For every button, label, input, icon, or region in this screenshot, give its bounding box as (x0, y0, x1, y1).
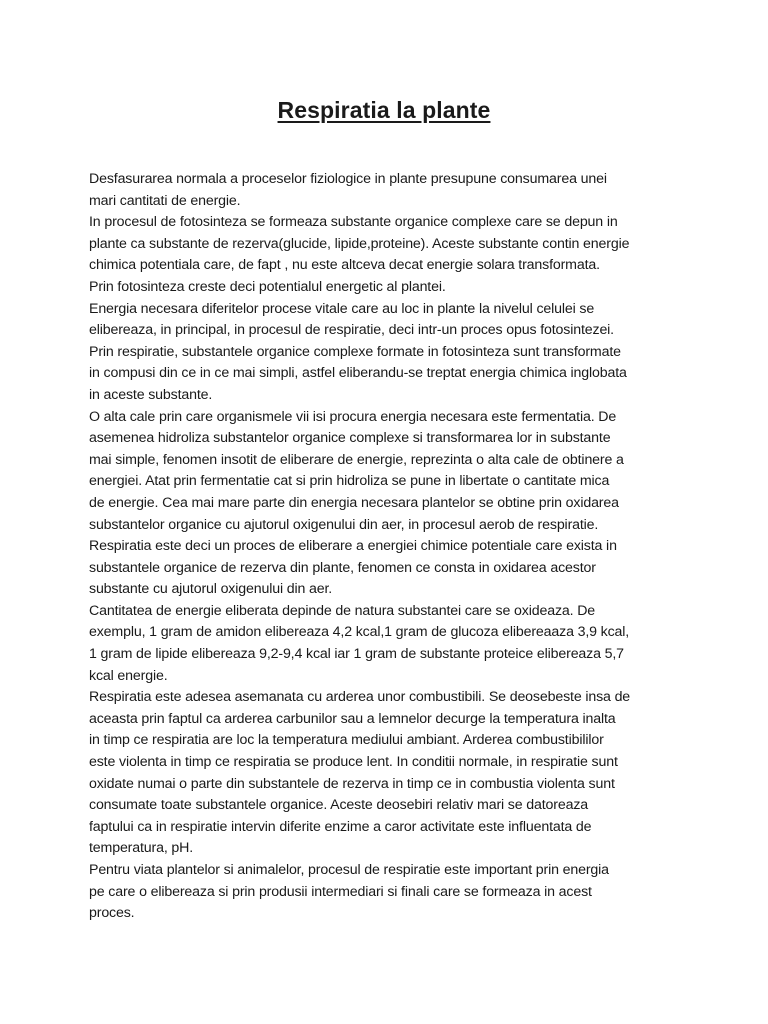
text-line: este violenta in timp ce respiratia se produce lent. In conditii normale, in respiratie sunt (89, 754, 618, 771)
document-title: Respiratia la plante (277, 97, 491, 123)
text-line: in compusi din ce in ce mai simpli, astfel eliberandu-se treptat energia chimica inglobata (89, 365, 627, 382)
text-line: temperatura, pH. (89, 840, 194, 857)
text-line: energiei. Atat prin fermentatie cat si prin hidroliza se pune in libertate o cantitate mica (89, 473, 610, 490)
text-line: Desfasurarea normala a proceselor fiziologice in plante presupune consumarea unei (89, 171, 607, 187)
text-line: consumate toate substantele organice. Aceste deosebiri relativ mari se datoreaza (89, 797, 589, 814)
text-line: faptului ca in respiratie intervin diferite enzime a caror activitate este influentata de (89, 818, 592, 835)
text-line: substante cu ajutorul oxigenului din aer. (89, 581, 333, 598)
text-line: mari cantitati de energie. (89, 192, 241, 209)
text-line: asemenea hidroliza substantelor organice complexe si transformarea lor in substante (89, 430, 611, 447)
text-line: Prin respiratie, substantele organice complexe formate in fotosinteza sunt transformate (89, 343, 621, 360)
text-line: Respiratia este deci un proces de eliberare a energiei chimice potentiale care exista in (89, 538, 617, 555)
text-line: elibereaza, in principal, in procesul de respiratie, deci intr-un proces opus fotosintezei. (89, 322, 614, 339)
text-line: kcal energie. (89, 667, 168, 684)
text-line: 1 gram de lipide elibereaza 9,2-9,4 kcal iar 1 gram de substante proteice elibereaza 5,7 (89, 646, 624, 663)
text-line: aceasta prin faptul ca arderea carbunilor sau a lemnelor decurge la temperatura inalta (89, 710, 616, 727)
text-line: in timp ce respiratia are loc la temperatura mediului ambiant. Arderea combustibililor (89, 732, 604, 749)
text-line: chimica potentiala care, de fapt , nu este altceva decat energie solara transformata. (89, 257, 600, 274)
text-line: substantele organice de rezerva din plante, fenomen ce consta in oxidarea acestor (89, 559, 596, 576)
text-line: In procesul de fotosinteza se formeaza substante organice complexe care se depun in (89, 214, 618, 231)
text-line: proces. (89, 905, 135, 922)
document-body (89, 169, 674, 925)
text-line: Respiratia este adesea asemanata cu arderea unor combustibili. Se deosebeste insa de (89, 689, 631, 706)
text-line: plante ca substante de rezerva(glucide, lipide,proteine). Aceste substante contin energie (89, 235, 630, 252)
text-line: mai simple, fenomen insotit de eliberare de energie, reprezinta o alta cale de obtinere a (89, 451, 624, 468)
text-line: O alta cale prin care organismele vii isi procura energia necesara este fermentatia. De (89, 408, 617, 425)
text-line: Cantitatea de energie eliberata depinde de natura substantei care se oxideaza. De (89, 602, 596, 619)
text-line: pe care o elibereaza si prin produsii intermediari si finali care se formeaza in acest (89, 883, 592, 900)
text-line: Energia necesara diferitelor procese vitale care au loc in plante la nivelul celulei se (89, 300, 595, 317)
text-line: in aceste substante. (89, 386, 213, 403)
text-line: Pentru viata plantelor si animalelor, procesul de respiratie este important prin energia (89, 862, 609, 878)
text-line: de energie. Cea mai mare parte din energia necesara plantelor se obtine prin oxidarea (89, 494, 619, 511)
text-line: exemplu, 1 gram de amidon elibereaza 4,2 kcal,1 gram de glucoza elibereaaza 3,9 kcal, (89, 624, 630, 641)
text-line: substantelor organice cu ajutorul oxigenului din aer, in procesul aerob de respiratie. (89, 516, 599, 533)
text-line: Prin fotosinteza creste deci potentialul energetic al plantei. (89, 278, 446, 295)
text-line: oxidate numai o parte din substantele de rezerva in timp ce in combustia violenta sunt (89, 775, 615, 792)
